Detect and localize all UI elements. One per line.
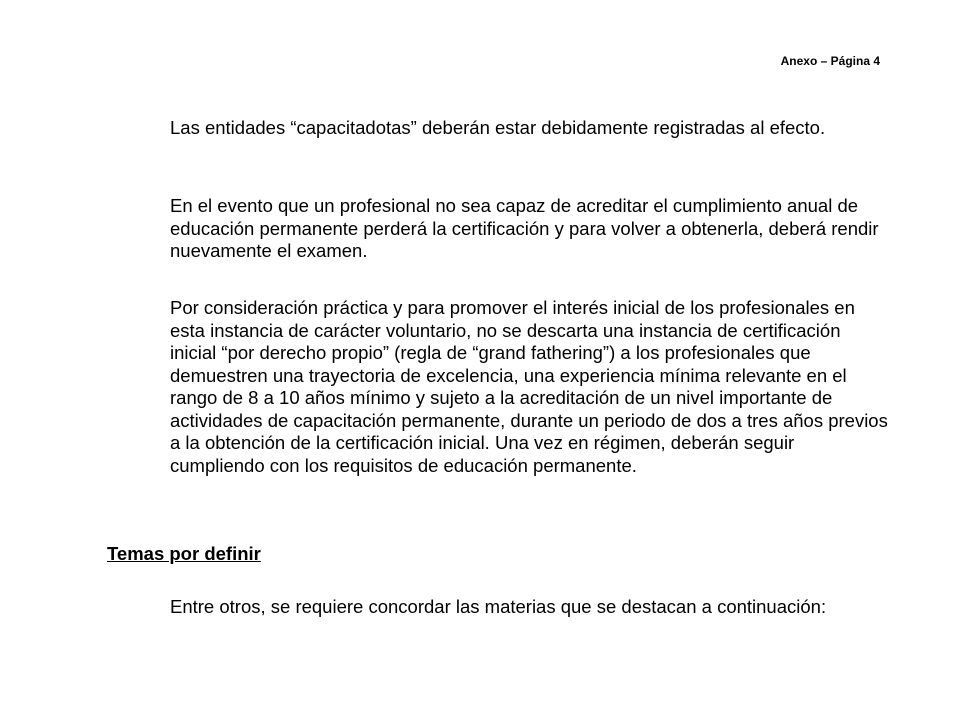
page-header-label: Anexo – Página 4 — [780, 54, 880, 68]
section-heading-temas: Temas por definir — [107, 543, 261, 564]
paragraph-materias: Entre otros, se requiere concordar las materias que se destacan a continuación: — [170, 596, 827, 617]
paragraph-registration: Las entidades “capacitadotas” deberán estar debidamente registradas al efecto. — [170, 117, 826, 138]
paragraph-initial-certification: Por consideración práctica y para promover el interés inicial de los profesionales en esta instancia de carácter voluntario, no se descarta una instancia de certificación inicial “por derecho propio” (regla de “grand fathering”) a los profesionales que demuestren una trayectoria de excelencia, una experiencia mínima relevante en el rango de 8 a 10 años mínimo y sujeto a la acreditación de un nivel importante de actividades de capacitación permanente, durante un periodo de dos a tres años previos a la obtención de la certificación inicial. Una vez en régimen, deberán seguir cumpliendo con los requisitos de educación permanente. — [170, 297, 888, 476]
paragraph-annual-education: En el evento que un profesional no sea capaz de acreditar el cumplimiento anual de educación permanente perderá la certificación y para volver a obtenerla, deberá rendir nuevamente el examen. — [170, 195, 879, 261]
